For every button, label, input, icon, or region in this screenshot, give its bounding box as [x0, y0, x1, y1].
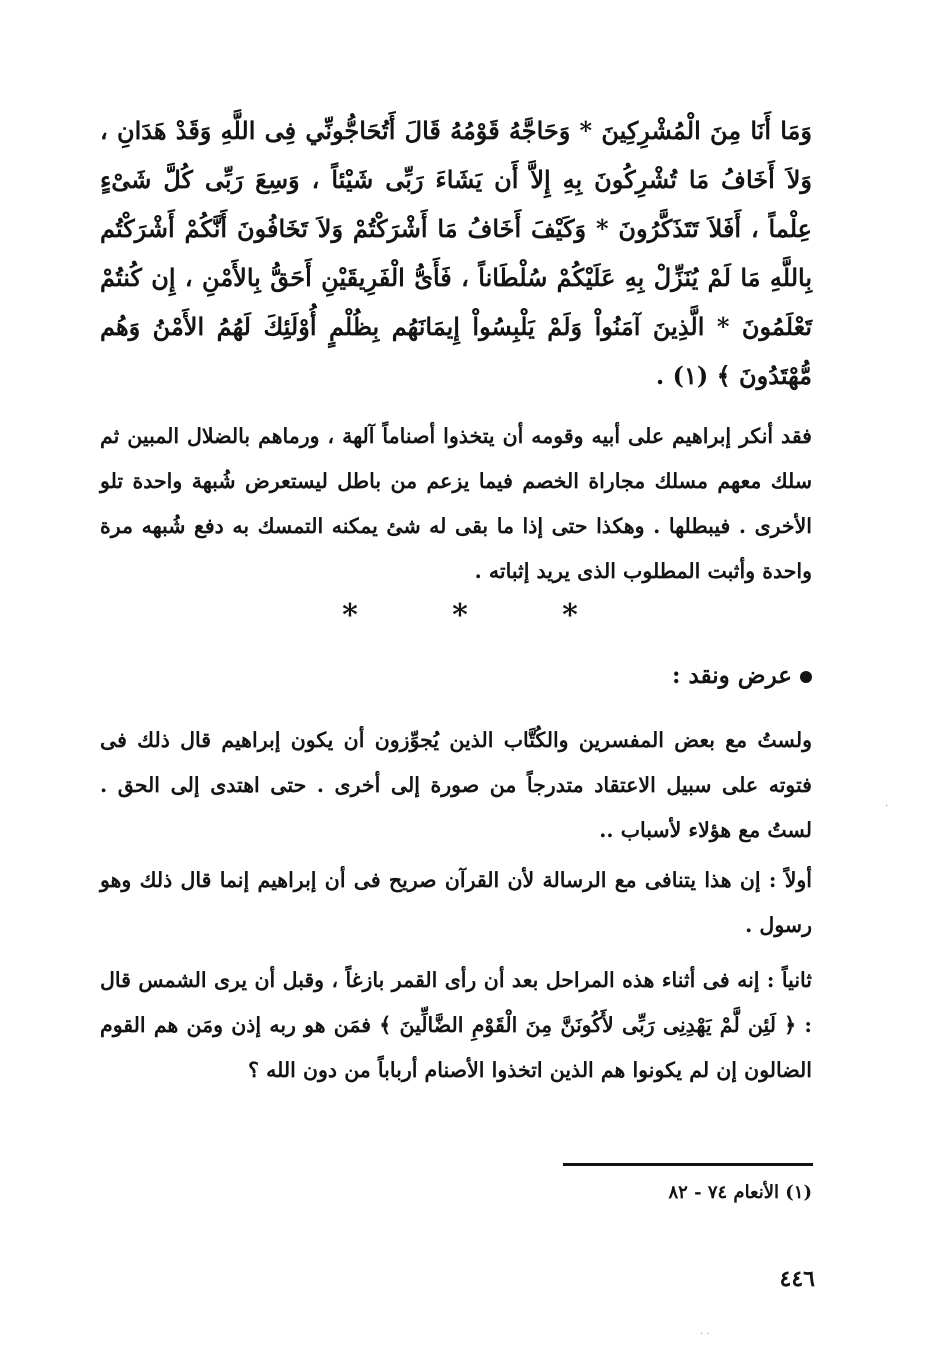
footnote-divider — [563, 1163, 813, 1166]
paragraph-3: أولاً : إن هذا يتنافى مع الرسالة لأن القرآن صريح فى أن إبراهيم إنما قال ذلك وهو رسول . — [100, 868, 812, 937]
paragraph-2: ولستُ مع بعض المفسرين والكُتَّاب الذين يُجوِّزون أن يكون إبراهيم قال ذلك فى فتوته على سبيل الاعتقاد متدرجاً من صورة إلى أخرى . حتى اهتدى إلى الحق . لستُ مع هؤلاء لأسباب .. — [100, 728, 812, 842]
scan-speck: · · — [700, 1329, 710, 1340]
bullet-icon — [800, 671, 812, 683]
separator-star: * — [562, 598, 578, 633]
scan-speck: · — [885, 801, 889, 812]
paragraph-1: فقد أنكر إبراهيم على أبيه وقومه أن يتخذوا أصناماً آلهة ، ورماهم بالضلال المبين ثم سلك معهم مسلك مجاراة الخصم فيما يزعم من باطل ليستعرض شُبهة واحدة تلو الأخرى . فيبطلها . وهكذا حتى إذا ما بقى له شئ يمكنه التمسك به دفع شُبهه مرة واحدة وأثبت المطلوب الذى يريد إثباته . — [100, 424, 812, 583]
footnote: (١) الأنعام ٧٤ - ٨٢ — [668, 1182, 812, 1203]
page-number: ٤٤٦ — [779, 1266, 815, 1292]
section-heading-text: عرض ونقد : — [672, 662, 792, 689]
separator-star: * — [452, 598, 468, 633]
section-heading — [672, 654, 812, 698]
quran-verse-block: وَمَا أَنَا مِنَ الْمُشْرِكِينَ * وَحَاجَّهُ قَوْمُهُ قَالَ أَتُحَاجُّونِّي فِى اللَّهِ وَقَدْ هَدَانِ ، وَلاَ أَخَافُ مَا تُشْرِكُونَ بِهِ إِلاَّ أَن يَشَاءَ رَبِّى شَيْئاً ، وَسِعَ رَبِّى كُلَّ شَىْءٍ عِلْماً ، أَفَلاَ تَتَذَكَّرُونَ * وَكَيْفَ أَخَافُ مَا أَشْرَكْتُمْ وَلاَ تَخَافُونَ أَنَّكُمْ أَشْرَكْتُم بِاللَّهِ مَا لَمْ يُنَزِّلْ بِهِ عَلَيْكُمْ سُلْطَاناً ، فَأَىُّ الْفَرِيقَيْنِ أَحَقُّ بِالأَمْنِ ، إِن كُنتُمْ تَعْلَمُونَ * الَّذِينَ آمَنُواْ وَلَمْ يَلْبِسُواْ إِيمَانَهُم بِظُلْمٍ أُوْلَئِكَ لَهُمُ الأَمْنُ وَهُم مُّهْتَدُونَ ﴾ (١) . — [100, 116, 813, 390]
paragraph-4: ثانياً : إنه فى أثناء هذه المراحل بعد أن رأى القمر بازغاً ، وقبل أن يرى الشمس قال : ﴿ لَئِن لَّمْ يَهْدِنِى رَبِّى لأَكُونَنَّ مِنَ الْقَوْمِ الضَّالِّينَ ﴾ فمَن هو ربه إذن ومَن هم القوم الضالون إن لم يكونوا هم الذين اتخذوا الأصنام أرباباً من دون الله ؟ — [100, 968, 812, 1082]
separator-star: * — [342, 598, 358, 633]
section-separator — [330, 596, 590, 636]
